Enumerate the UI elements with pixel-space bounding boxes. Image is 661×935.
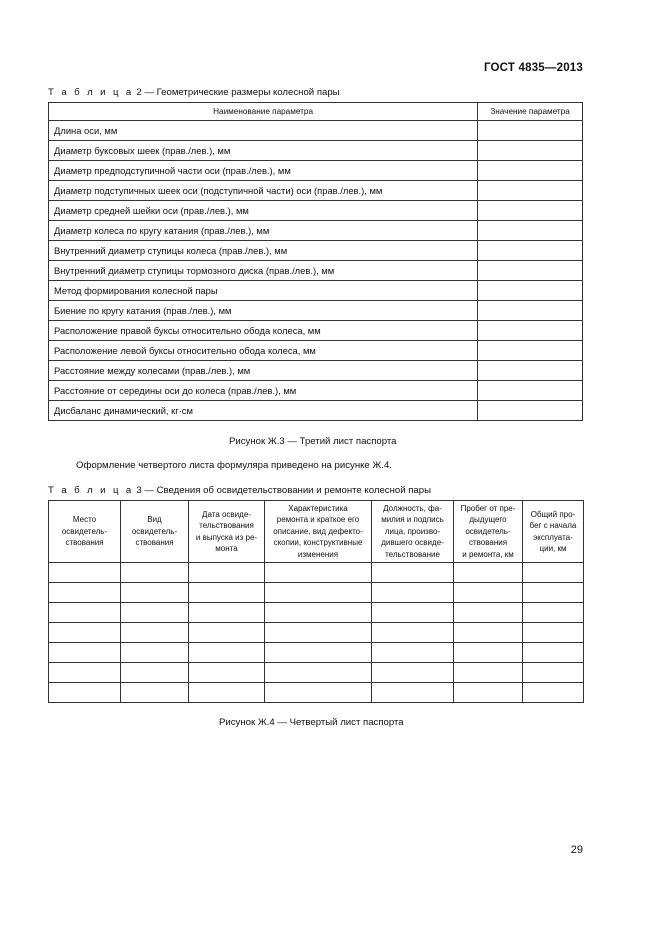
parameter-name-cell: Расположение левой буксы относительно обода колеса, мм xyxy=(49,341,478,361)
empty-entry-cell[interactable] xyxy=(265,583,372,603)
column-header-2 xyxy=(121,501,189,563)
empty-entry-cell[interactable] xyxy=(189,683,265,703)
empty-entry-cell[interactable] xyxy=(523,643,584,663)
parameter-name-cell: Биение по кругу катания (прав./лев.), мм xyxy=(49,301,478,321)
empty-entry-cell[interactable] xyxy=(372,623,454,643)
empty-entry-cell[interactable] xyxy=(265,623,372,643)
parameter-value-cell[interactable] xyxy=(478,261,583,281)
empty-entry-cell[interactable] xyxy=(189,563,265,583)
parameter-value-cell[interactable] xyxy=(478,241,583,261)
empty-entry-cell[interactable] xyxy=(454,623,523,643)
column-header-line: освидетель- xyxy=(465,526,511,536)
table-header-row xyxy=(49,501,584,563)
table-row xyxy=(49,321,583,341)
table-row xyxy=(49,603,584,623)
parameter-value-cell[interactable] xyxy=(478,381,583,401)
empty-entry-cell[interactable] xyxy=(189,643,265,663)
column-header-line: Место xyxy=(72,515,97,525)
parameter-value-cell[interactable] xyxy=(478,301,583,321)
parameter-name-cell: Расстояние от середины оси до колеса (прав./лев.), мм xyxy=(49,381,478,401)
parameter-name-cell: Диаметр подступичных шеек оси (подступичной части) оси (прав./лев.), мм xyxy=(49,181,478,201)
table-row xyxy=(49,181,583,201)
parameter-value-cell[interactable] xyxy=(478,121,583,141)
empty-entry-cell[interactable] xyxy=(121,663,189,683)
table3-label: Т а б л и ц а xyxy=(48,485,134,496)
table2-title: 2 — Геометрические размеры колесной пары xyxy=(133,87,340,98)
empty-entry-cell[interactable] xyxy=(49,623,121,643)
empty-entry-cell[interactable] xyxy=(454,683,523,703)
figure-4-caption: Рисунок Ж.4 — Четвертый лист паспорта xyxy=(219,717,404,728)
column-header-line: ремонта и краткое его xyxy=(276,515,360,525)
parameter-name-cell: Дисбаланс динамический, кг·см xyxy=(49,401,478,421)
empty-entry-cell[interactable] xyxy=(121,643,189,663)
column-header-line: эксплуата- xyxy=(533,532,573,542)
empty-entry-cell[interactable] xyxy=(265,683,372,703)
column-header-line: дыдущего xyxy=(469,515,507,525)
parameter-value-cell[interactable] xyxy=(478,161,583,181)
empty-entry-cell[interactable] xyxy=(49,663,121,683)
empty-entry-cell[interactable] xyxy=(265,663,372,683)
column-header-4 xyxy=(265,501,372,563)
parameter-value-cell[interactable] xyxy=(478,221,583,241)
empty-entry-cell[interactable] xyxy=(121,683,189,703)
column-header-line: описание, вид дефекто- xyxy=(273,526,363,536)
table-row xyxy=(49,341,583,361)
empty-entry-cell[interactable] xyxy=(121,623,189,643)
standard-code: ГОСТ 4835—2013 xyxy=(483,62,583,74)
column-header-line: и выпуска из ре- xyxy=(195,532,258,542)
empty-entry-cell[interactable] xyxy=(49,563,121,583)
parameter-value-cell[interactable] xyxy=(478,281,583,301)
parameter-name-cell: Внутренний диаметр ступицы тормозного диска (прав./лев.), мм xyxy=(49,261,478,281)
column-header-line: Характеристика xyxy=(288,503,348,513)
table-row xyxy=(49,583,584,603)
table-row xyxy=(49,663,584,683)
column-header-line: тельствование xyxy=(385,549,440,559)
column-header-line: Общий про- xyxy=(530,509,576,519)
geometric-dimensions-table xyxy=(48,102,583,421)
column-header-line: освидетель- xyxy=(131,526,178,536)
empty-entry-cell[interactable] xyxy=(523,583,584,603)
empty-entry-cell[interactable] xyxy=(454,563,523,583)
table-row xyxy=(49,683,584,703)
column-header-line: лица, произво- xyxy=(384,526,441,536)
parameter-value-cell[interactable] xyxy=(478,201,583,221)
page-number: 29 xyxy=(570,844,583,856)
column-header-line: Дата освиде- xyxy=(202,509,251,519)
parameter-value-cell[interactable] xyxy=(478,401,583,421)
parameter-value-cell[interactable] xyxy=(478,321,583,341)
table2-label: Т а б л и ц а xyxy=(48,87,134,98)
table-row xyxy=(49,381,583,401)
table-row xyxy=(49,141,583,161)
column-header-line: бег с начала xyxy=(529,521,577,531)
column-header-5 xyxy=(372,501,454,563)
table-row xyxy=(49,261,583,281)
empty-entry-cell[interactable] xyxy=(454,583,523,603)
empty-entry-cell[interactable] xyxy=(49,603,121,623)
table-row xyxy=(49,623,584,643)
table-row xyxy=(49,121,583,141)
table-header-row xyxy=(49,103,583,121)
table-row xyxy=(49,301,583,321)
column-header-line: Вид xyxy=(147,515,162,525)
parameter-name-cell: Расстояние между колесами (прав./лев.), мм xyxy=(49,361,478,381)
empty-entry-cell[interactable] xyxy=(189,583,265,603)
column-header-line: дившего освиде- xyxy=(381,538,444,548)
empty-entry-cell[interactable] xyxy=(121,563,189,583)
empty-entry-cell[interactable] xyxy=(523,623,584,643)
table-row xyxy=(49,161,583,181)
column-header-line: ствования xyxy=(468,538,508,548)
table-row xyxy=(49,241,583,261)
empty-entry-cell[interactable] xyxy=(372,583,454,603)
empty-entry-cell[interactable] xyxy=(265,603,372,623)
parameter-value-cell[interactable] xyxy=(478,341,583,361)
empty-entry-cell[interactable] xyxy=(189,623,265,643)
empty-entry-cell[interactable] xyxy=(49,683,121,703)
table-row xyxy=(49,401,583,421)
table3-body xyxy=(49,563,584,703)
empty-entry-cell[interactable] xyxy=(523,563,584,583)
figure-3-caption: Рисунок Ж.3 — Третий лист паспорта xyxy=(229,436,397,447)
column-header-line: тельствования xyxy=(199,521,254,531)
empty-entry-cell[interactable] xyxy=(454,643,523,663)
column-header-6 xyxy=(454,501,523,563)
inspection-repair-table xyxy=(48,500,584,703)
table-row xyxy=(49,281,583,301)
empty-entry-cell[interactable] xyxy=(121,603,189,623)
parameter-name-cell: Диаметр средней шейки оси (прав./лев.), мм xyxy=(49,201,478,221)
empty-entry-cell[interactable] xyxy=(372,603,454,623)
column-header-line: монта xyxy=(215,543,238,553)
body-paragraph: Оформление четвертого листа формуляра приведено на рисунке Ж.4. xyxy=(76,460,392,471)
empty-entry-cell[interactable] xyxy=(265,563,372,583)
parameter-name-cell: Длина оси, мм xyxy=(49,121,478,141)
empty-entry-cell[interactable] xyxy=(372,683,454,703)
column-header-line: ствования xyxy=(135,538,174,548)
column-header-value: Значение параметра xyxy=(478,103,583,121)
empty-entry-cell[interactable] xyxy=(121,583,189,603)
empty-entry-cell[interactable] xyxy=(49,643,121,663)
table-row xyxy=(49,221,583,241)
parameter-value-cell[interactable] xyxy=(478,361,583,381)
table2-body xyxy=(49,121,583,421)
empty-entry-cell[interactable] xyxy=(523,603,584,623)
empty-entry-cell[interactable] xyxy=(523,663,584,683)
column-header-3 xyxy=(189,501,265,563)
column-header-line: ствования xyxy=(65,538,104,548)
table2-caption xyxy=(48,87,340,98)
column-header-line: милия и подпись xyxy=(381,515,444,525)
column-header-7 xyxy=(523,501,584,563)
parameter-name-cell: Диаметр колеса по кругу катания (прав./лев.), мм xyxy=(49,221,478,241)
empty-entry-cell[interactable] xyxy=(454,603,523,623)
table3-caption xyxy=(48,485,431,496)
table3-title: 3 — Сведения об освидетельствовании и ремонте колесной пары xyxy=(133,485,432,496)
empty-entry-cell[interactable] xyxy=(454,663,523,683)
parameter-value-cell[interactable] xyxy=(478,181,583,201)
empty-entry-cell[interactable] xyxy=(372,563,454,583)
parameter-name-cell: Расположение правой буксы относительно обода колеса, мм xyxy=(49,321,478,341)
empty-entry-cell[interactable] xyxy=(265,643,372,663)
column-header-line: и ремонта, км xyxy=(462,549,514,559)
empty-entry-cell[interactable] xyxy=(189,663,265,683)
table-row xyxy=(49,201,583,221)
empty-entry-cell[interactable] xyxy=(523,683,584,703)
parameter-name-cell: Метод формирования колесной пары xyxy=(49,281,478,301)
column-header-line: освидетель- xyxy=(61,526,108,536)
table-row xyxy=(49,563,584,583)
parameter-value-cell[interactable] xyxy=(478,141,583,161)
parameter-name-cell: Диаметр буксовых шеек (прав./лев.), мм xyxy=(49,141,478,161)
column-header-line: скопии, конструктивные xyxy=(273,538,363,548)
empty-entry-cell[interactable] xyxy=(49,583,121,603)
table-row xyxy=(49,361,583,381)
empty-entry-cell[interactable] xyxy=(189,603,265,623)
column-header-line: Должность, фа- xyxy=(383,503,442,513)
table-row xyxy=(49,643,584,663)
column-header-line: Пробег от пре- xyxy=(460,503,516,513)
column-header-line: изменения xyxy=(297,549,339,559)
parameter-name-cell: Диаметр предподступичной части оси (прав./лев.), мм xyxy=(49,161,478,181)
column-header-line: ции, км xyxy=(539,543,567,553)
parameter-name-cell: Внутренний диаметр ступицы колеса (прав./лев.), мм xyxy=(49,241,478,261)
column-header-parameter: Наименование параметра xyxy=(49,103,478,121)
column-header-1 xyxy=(49,501,121,563)
empty-entry-cell[interactable] xyxy=(372,643,454,663)
empty-entry-cell[interactable] xyxy=(372,663,454,683)
